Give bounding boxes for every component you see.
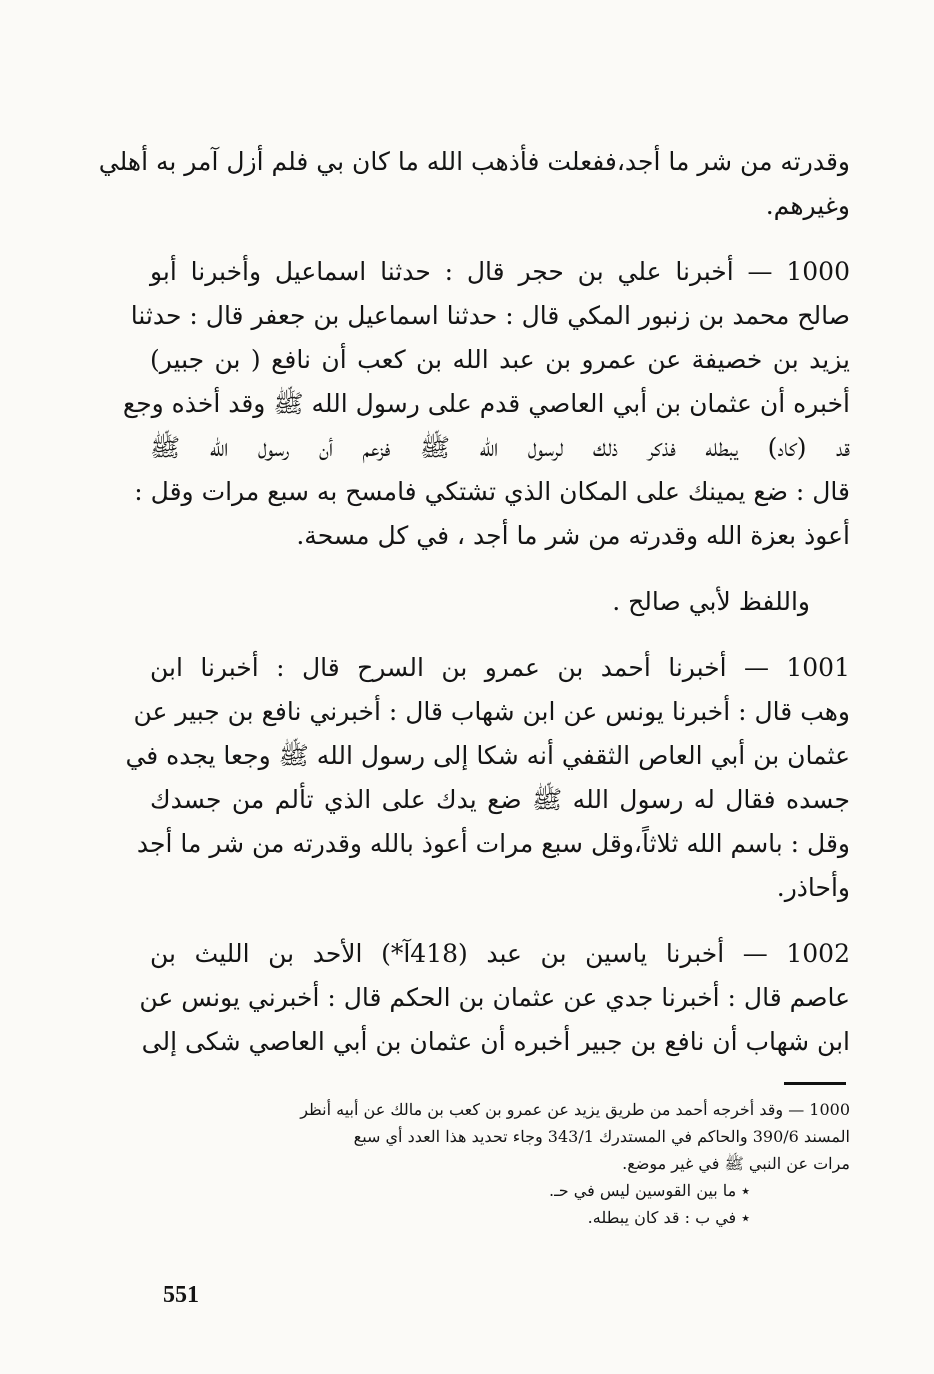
- text-line: أخبره أن عثمان بن أبي العاصي قدم على رسول الله ﷺ وقد أخذه وجع: [122, 389, 850, 418]
- footnote-divider: [784, 1082, 846, 1085]
- footnote-line: مرات عن النبي ﷺ في غير موضع.: [622, 1154, 850, 1173]
- text-line: جسده فقال له رسول الله ﷺ ضع يدك على الذي تألم من جسدك: [150, 785, 850, 814]
- text-line: قد (كاد) يبطله فذكر ذلك لرسول الله ﷺ فزعم أن رسول الله ﷺ: [150, 433, 850, 462]
- main-text: [98, 140, 850, 1086]
- text-line: وقدرته من شر ما أجد،ففعلت فأذهب الله ما كان بي فلم أزل آمر به أهلي: [98, 147, 850, 176]
- text-line: وأحاذر.: [776, 873, 850, 902]
- text-line: واللفظ لأبي صالح .: [612, 587, 810, 616]
- footnote-line: ٭ في ب : قد كان يبطله.: [587, 1208, 750, 1227]
- text-line: وقل : باسم الله ثلاثاً،وقل سبع مرات أعوذ بالله وقدرته من شر ما أجد: [136, 829, 850, 858]
- text-line: عاصم قال : أخبرنا جدي عن عثمان بن الحكم قال : أخبرني يونس عن: [139, 983, 850, 1012]
- footnote-line: ٭ ما بين القوسين ليس في حـ.: [549, 1181, 750, 1200]
- text-line: عثمان بن أبي العاص الثقفي أنه شكا إلى رسول الله ﷺ وجعا يجده في: [125, 741, 850, 770]
- text-line: 1001 — أخبرنا أحمد بن عمرو بن السرح قال : أخبرنا ابن: [150, 653, 850, 682]
- text-line: 1002 — أخبرنا ياسين بن عبد (418آ*) الأحد بن الليث بن: [150, 939, 850, 968]
- footnote-line: 1000 — وقد أخرجه أحمد من طريق يزيد عن عمرو بن كعب بن مالك عن أبيه أنظر: [300, 1100, 850, 1119]
- footnote-line: المسند 390/6 والحاكم في المستدرك 343/1 وجاء تحديد هذا العدد أي سبع: [353, 1127, 850, 1146]
- text-line: ابن شهاب أن نافع بن جبير أخبره أن عثمان بن أبي العاصي شكى إلى: [141, 1027, 850, 1056]
- hadith-1001: [125, 646, 850, 910]
- paragraph-continuation: [98, 140, 850, 228]
- text-line: صالح محمد بن زنبور المكي قال : حدثنا اسماعيل بن جعفر قال : حدثنا: [130, 301, 850, 330]
- text-line: وغيرهم.: [765, 191, 850, 220]
- text-line: قال : ضع يمينك على المكان الذي تشتكي فامسح به سبع مرات وقل :: [134, 477, 850, 506]
- text-line: وهب قال : أخبرنا يونس عن ابن شهاب قال : أخبرني نافع بن جبير عن: [133, 697, 850, 726]
- text-line: يزيد بن خصيفة عن عمرو بن عبد الله بن كعب أن نافع ( بن جبير): [150, 345, 850, 374]
- hadith-1002: [139, 932, 850, 1064]
- footnotes: [150, 1096, 850, 1231]
- text-line: 1000 — أخبرنا علي بن حجر قال : حدثنا اسماعيل وأخبرنا أبو: [150, 257, 850, 286]
- wording-note: [150, 580, 850, 624]
- text-line: أعوذ بعزة الله وقدرته من شر ما أجد ، في كل مسحة.: [296, 521, 850, 550]
- hadith-1000: [122, 250, 850, 558]
- page-number: 551: [163, 1282, 199, 1308]
